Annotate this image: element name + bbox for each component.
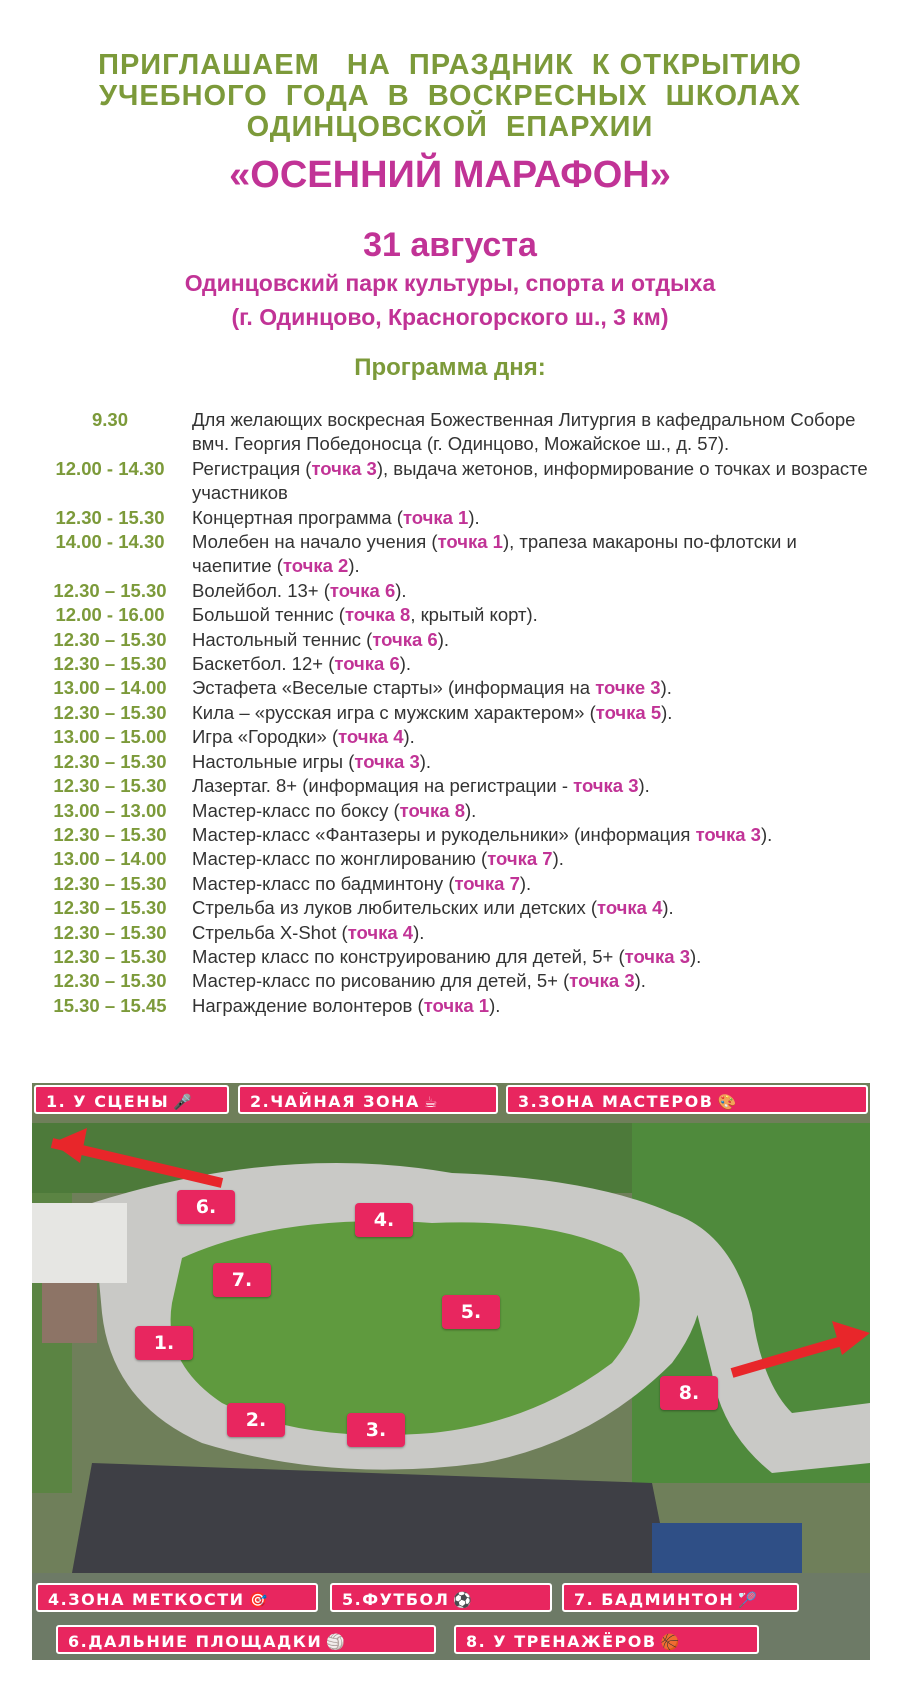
location-point: точке 3 xyxy=(595,677,661,699)
invite-line-3: ОДИНЦОВСКОЙ ЕПАРХИИ xyxy=(246,111,654,143)
schedule-time: 12.30 – 15.30 xyxy=(53,872,167,894)
description-text: Для желающих воскресная Божественная Литургия в кафедральном Соборе вмч. Георгия Победоносца (г. Одинцово, Можайское ш., д. 57). xyxy=(192,409,856,455)
schedule-row xyxy=(28,994,878,1018)
description-text: Большой теннис ( xyxy=(192,604,345,626)
schedule-time: 12.00 - 14.30 xyxy=(55,457,165,479)
location-point: точка 3 xyxy=(354,750,420,772)
location-point: точка 3 xyxy=(624,945,691,967)
schedule-time: 13.00 – 14.00 xyxy=(53,677,167,699)
schedule-description xyxy=(192,921,878,945)
program-title: Программа дня: xyxy=(354,354,546,381)
schedule-row xyxy=(28,457,878,506)
schedule-row xyxy=(28,823,878,847)
description-text: ). xyxy=(395,579,407,601)
schedule-description xyxy=(192,750,878,774)
schedule-row xyxy=(28,408,878,457)
zone-label-masters: 3.ЗОНА МАСТЕРОВ 🎨 xyxy=(506,1085,868,1114)
description-text: Волейбол. 13+ ( xyxy=(192,579,330,601)
description-text: ). xyxy=(468,506,480,528)
description-text: Игра «Городки» ( xyxy=(192,726,339,748)
map-marker-8: 8. xyxy=(660,1376,718,1410)
poster-header xyxy=(0,50,900,383)
schedule-row xyxy=(28,921,878,945)
schedule-row xyxy=(28,652,878,676)
location-point: точка 4 xyxy=(597,897,663,919)
schedule-row xyxy=(28,701,878,725)
description-text: ). xyxy=(760,823,773,845)
schedule-time: 15.30 – 15.45 xyxy=(53,994,167,1016)
description-text: Эстафета «Веселые старты» (информация на xyxy=(192,677,596,699)
schedule-description xyxy=(192,506,878,530)
map-marker-7: 7. xyxy=(213,1263,271,1297)
schedule-row xyxy=(28,774,878,798)
schedule-time: 9.30 xyxy=(91,409,128,430)
schedule-description xyxy=(192,823,878,847)
schedule-row xyxy=(28,799,878,823)
map-marker-2: 2. xyxy=(227,1403,285,1437)
schedule-description xyxy=(192,603,878,627)
description-text: ), выдача жетонов, информирование о точках и возрасте участников xyxy=(192,457,868,504)
schedule-row xyxy=(28,896,878,920)
schedule-description xyxy=(192,969,878,993)
volleyball-icon: 🏐 xyxy=(326,1633,347,1651)
schedule-row xyxy=(28,945,878,969)
map-aerial-illustration xyxy=(32,1083,870,1660)
schedule-row xyxy=(28,579,878,603)
zone-label-stage: 1. У СЦЕНЫ 🎤 xyxy=(34,1085,229,1114)
schedule-description xyxy=(192,676,878,700)
description-text: ). xyxy=(690,945,702,967)
description-text: Награждение волонтеров ( xyxy=(192,994,424,1016)
location-point: точка 2 xyxy=(282,555,349,577)
schedule-row xyxy=(28,676,878,700)
location-point: точка 7 xyxy=(454,872,520,894)
location-point: точка 3 xyxy=(573,775,639,797)
location-point: точка 8 xyxy=(399,799,465,821)
schedule-time: 12.30 – 15.30 xyxy=(53,921,167,943)
schedule-description xyxy=(192,847,878,871)
map-marker-1: 1. xyxy=(135,1326,193,1360)
schedule-row xyxy=(28,628,878,652)
description-text: ). xyxy=(413,921,425,943)
schedule-description xyxy=(192,530,878,579)
schedule-description xyxy=(192,408,878,457)
schedule-time: 12.00 - 16.00 xyxy=(55,604,165,626)
schedule-description xyxy=(192,579,878,603)
description-text: Стрельба из луков любительских или детских ( xyxy=(192,897,597,919)
description-text: Кила – «русская игра с мужским характером» ( xyxy=(192,701,596,723)
map-marker-6: 6. xyxy=(177,1190,235,1224)
schedule-time: 13.00 – 13.00 xyxy=(53,799,167,821)
location-point: точка 4 xyxy=(338,726,404,748)
event-date: 31 августа xyxy=(363,226,537,264)
schedule-list xyxy=(28,408,878,1018)
schedule-row xyxy=(28,506,878,530)
zone-label-football: 5.ФУТБОЛ ⚽ xyxy=(330,1583,552,1612)
invite-line-2: УЧЕБНОГО ГОДА В ВОСКРЕСНЫХ ШКОЛАХ xyxy=(99,80,801,112)
description-text: ). xyxy=(399,653,412,675)
map-marker-5: 5. xyxy=(442,1295,500,1329)
description-text: ). xyxy=(662,897,674,919)
schedule-time: 12.30 – 15.30 xyxy=(53,701,167,723)
description-text: ). xyxy=(465,799,477,821)
schedule-row xyxy=(28,847,878,871)
description-text: ). xyxy=(437,628,450,650)
boxing-icon: 🏀 xyxy=(660,1633,681,1651)
tea-icon: ☕ xyxy=(423,1093,439,1111)
racket-icon: 🏸 xyxy=(738,1591,759,1609)
palette-icon: 🎨 xyxy=(717,1093,738,1111)
description-text: Баскетбол. 12+ ( xyxy=(192,653,335,675)
schedule-description xyxy=(192,652,878,676)
schedule-description xyxy=(192,872,878,896)
description-text: ). xyxy=(403,726,415,748)
description-text: Молебен на начало учения ( xyxy=(192,531,438,553)
schedule-time: 12.30 – 15.30 xyxy=(53,775,167,797)
schedule-time: 13.00 – 14.00 xyxy=(53,848,167,870)
zone-label-tea: 2.ЧАЙНАЯ ЗОНА ☕ xyxy=(238,1085,498,1114)
description-text: ), трапеза макароны по-флотски и чаепитие ( xyxy=(192,531,797,577)
schedule-description xyxy=(192,896,878,920)
microphone-icon: 🎤 xyxy=(173,1093,194,1111)
schedule-row xyxy=(28,725,878,749)
schedule-description xyxy=(192,701,878,725)
schedule-time: 12.30 – 15.30 xyxy=(53,579,167,601)
schedule-description xyxy=(192,628,878,652)
description-text: ). xyxy=(348,555,360,577)
zone-label-far-grounds: 6.ДАЛЬНИЕ ПЛОЩАДКИ 🏐 xyxy=(56,1625,436,1654)
schedule-time: 12.30 - 15.30 xyxy=(55,506,165,528)
description-text: ). xyxy=(519,872,532,894)
map-marker-3: 3. xyxy=(347,1413,405,1447)
location-point: точка 6 xyxy=(329,579,396,601)
ball-icon: ⚽ xyxy=(453,1591,474,1609)
schedule-time: 12.30 – 15.30 xyxy=(53,750,167,772)
schedule-time: 13.00 – 15.00 xyxy=(53,726,167,748)
venue-line-2: (г. Одинцово, Красногорского ш., 3 км) xyxy=(231,304,669,330)
location-point: точка 1 xyxy=(402,506,469,528)
description-text: Концертная программа ( xyxy=(192,506,403,528)
location-point: точка 3 xyxy=(695,823,761,845)
schedule-time: 12.30 – 15.30 xyxy=(53,823,167,845)
description-text: Мастер-класс по жонглированию ( xyxy=(192,848,488,870)
location-point: точка 4 xyxy=(347,921,414,943)
event-title: «ОСЕННИЙ МАРАФОН» xyxy=(229,154,671,196)
schedule-description xyxy=(192,457,878,506)
schedule-time: 12.30 – 15.30 xyxy=(53,653,167,675)
description-text: Мастер-класс по боксу ( xyxy=(192,799,400,821)
description-text: Настольный теннис ( xyxy=(192,628,373,650)
schedule-time: 12.30 – 15.30 xyxy=(53,970,167,992)
schedule-description xyxy=(192,799,878,823)
schedule-description xyxy=(192,945,878,969)
location-point: точка 7 xyxy=(487,848,553,870)
schedule-row xyxy=(28,872,878,896)
description-text: Мастер класс по конструированию для детей, 5+ ( xyxy=(192,945,625,967)
location-point: точка 5 xyxy=(595,701,662,723)
description-text: ). xyxy=(638,775,650,797)
description-text: Мастер-класс по рисованию для детей, 5+ ( xyxy=(192,970,570,992)
description-text: Настольные игры ( xyxy=(192,750,355,772)
schedule-description xyxy=(192,725,878,749)
location-point: точка 6 xyxy=(372,628,438,650)
description-text: ). xyxy=(660,677,672,699)
map-marker-4: 4. xyxy=(355,1203,413,1237)
location-point: точка 1 xyxy=(437,531,503,553)
target-icon: 🎯 xyxy=(248,1591,269,1609)
description-text: , крытый корт). xyxy=(410,604,538,626)
schedule-row xyxy=(28,530,878,579)
schedule-row xyxy=(28,969,878,993)
description-text: ). xyxy=(634,970,646,992)
description-text: ). xyxy=(489,994,501,1016)
zone-label-trainers: 8. У ТРЕНАЖЁРОВ 🏀 xyxy=(454,1625,759,1654)
schedule-time: 12.30 – 15.30 xyxy=(53,945,167,967)
description-text: ). xyxy=(552,848,564,870)
schedule-time: 14.00 - 14.30 xyxy=(55,531,165,553)
schedule-row xyxy=(28,750,878,774)
invite-line-1: ПРИГЛАШАЕМ НА ПРАЗДНИК К ОТКРЫТИЮ xyxy=(98,49,802,81)
description-text: Мастер-класс «Фантазеры и рукодельники» (информация xyxy=(192,823,696,845)
location-point: точка 8 xyxy=(344,604,411,626)
schedule-description xyxy=(192,994,878,1018)
venue-line-1: Одинцовский парк культуры, спорта и отдыха xyxy=(184,270,716,296)
description-text: ). xyxy=(661,701,673,723)
description-text: ). xyxy=(419,750,432,772)
description-text: Стрельба X-Shot ( xyxy=(192,921,348,943)
schedule-time: 12.30 – 15.30 xyxy=(53,628,167,650)
location-point: точка 1 xyxy=(423,994,490,1016)
location-point: точка 6 xyxy=(334,653,400,675)
schedule-row xyxy=(28,603,878,627)
description-text: Регистрация ( xyxy=(192,457,312,479)
description-text: Мастер-класс по бадминтону ( xyxy=(192,872,455,894)
description-text: Лазертаг. 8+ (информация на регистрации - xyxy=(192,775,574,797)
schedule-description xyxy=(192,774,878,798)
zone-label-accuracy: 4.ЗОНА МЕТКОСТИ 🎯 xyxy=(36,1583,318,1612)
location-point: точка 3 xyxy=(569,970,635,992)
schedule-time: 12.30 – 15.30 xyxy=(53,897,167,919)
location-point: точка 3 xyxy=(311,457,377,479)
zone-label-badminton: 7. БАДМИНТОН 🏸 xyxy=(562,1583,799,1612)
park-map xyxy=(32,1083,870,1660)
